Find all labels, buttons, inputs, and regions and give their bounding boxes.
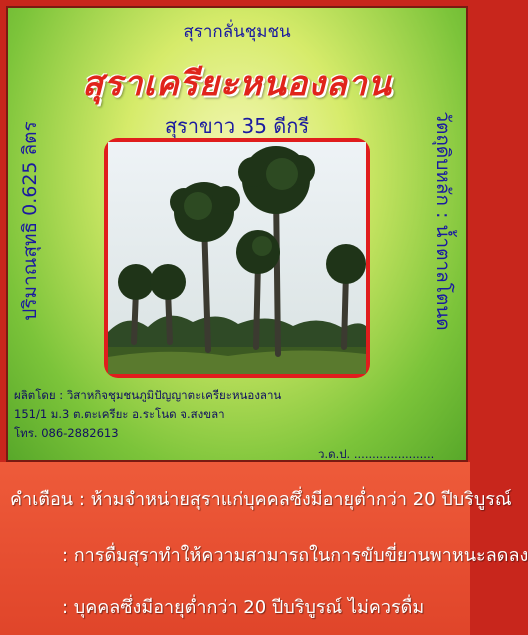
palm-tree-illustration bbox=[108, 142, 366, 374]
palm-tree-photo bbox=[108, 142, 366, 374]
producer-line: ผลิตโดย : วิสาหกิจชุมชนภูมิปัญญาตะเครียะหนองลาน bbox=[14, 388, 282, 402]
ingredient-text: วัตถุดิบหลัก : น้ำตาลโตนด bbox=[432, 111, 454, 331]
warning-line-3: : บุคคลซึ่งมีอายุต่ำกว่า 20 ปีบริบูรณ์ ไม่ควรดื่ม bbox=[62, 597, 425, 618]
label-subtitle: สุรากลั่นชุมชน bbox=[183, 22, 291, 42]
production-date: ว.ด.ป. ...................... bbox=[318, 447, 435, 461]
producer-address: 151/1 ม.3 ต.ตะเครียะ อ.ระโนด จ.สงขลา bbox=[14, 407, 225, 421]
producer-info bbox=[14, 386, 314, 443]
producer-phone: โทร. 086-2882613 bbox=[14, 426, 119, 440]
brand-title: สุราเครียะหนองลาน bbox=[82, 64, 392, 104]
warning-panel bbox=[0, 462, 528, 635]
warning-line-2: : การดื่มสุราทำให้ความสามารถในการขับขี่ยานพาหนะลดลง bbox=[62, 545, 528, 566]
warning-line-1: คำเตือน : ห้ามจำหน่ายสุราแก่บุคคลซึ่งมีอายุต่ำกว่า 20 ปีบริบูรณ์ bbox=[10, 489, 512, 510]
volume-text: ปริมาณสุทธิ 0.625 ลิตร bbox=[19, 121, 41, 321]
label-panel bbox=[6, 6, 468, 462]
photo-frame bbox=[104, 138, 370, 378]
product-type: สุราขาว 35 ดีกรี bbox=[164, 114, 310, 138]
